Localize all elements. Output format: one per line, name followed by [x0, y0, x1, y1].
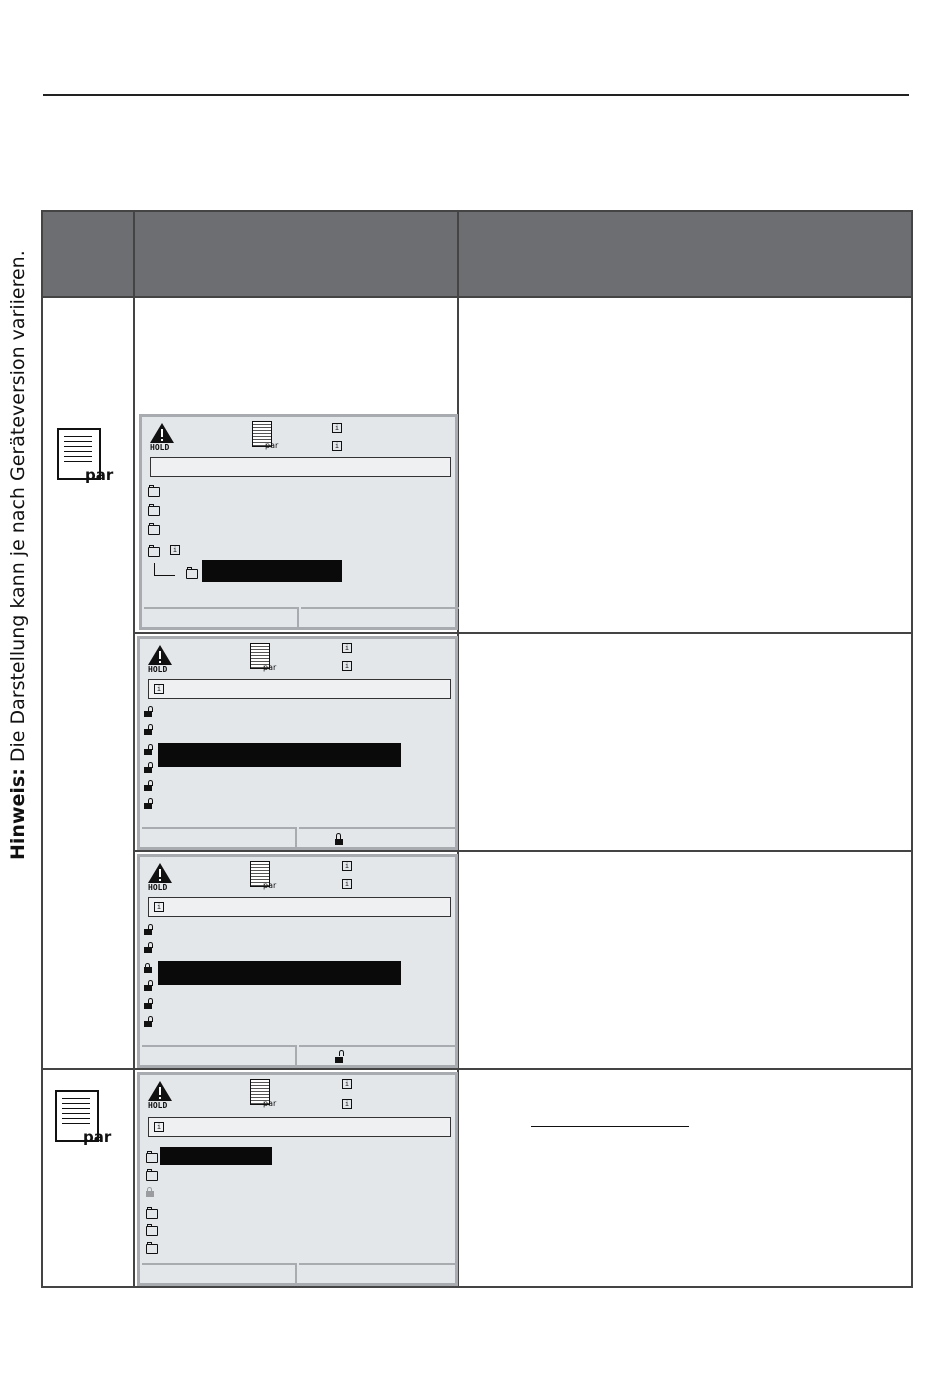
row3-screen-cell: [134, 851, 458, 1069]
row1-screen-cell: [134, 297, 458, 633]
table-row: [42, 851, 912, 1069]
row2-icon-cell: [42, 633, 134, 851]
lock-open-icon[interactable]: [144, 763, 156, 773]
softkey-right[interactable]: [301, 607, 459, 627]
folder-icon[interactable]: [148, 525, 160, 535]
lcd-screen-3: [137, 854, 458, 1068]
param-doc-icon: par: [250, 1079, 272, 1109]
folder-icon[interactable]: [148, 506, 160, 516]
menu-selection-highlight[interactable]: [160, 1147, 272, 1165]
lcd-screen-1: [139, 414, 458, 630]
tree-connector: [154, 563, 175, 576]
header-col-2: [134, 211, 458, 297]
hold-indicator: HOLD: [150, 443, 170, 452]
lock-open-icon[interactable]: [144, 745, 156, 755]
row1-icon-cell: [42, 297, 134, 633]
folder-icon[interactable]: [146, 1244, 158, 1254]
folder-icon[interactable]: [146, 1153, 158, 1163]
instruction-table: [41, 210, 913, 1288]
lock-open-icon[interactable]: [144, 799, 156, 809]
softkey-left[interactable]: [142, 1045, 297, 1065]
folder-icon[interactable]: [148, 487, 160, 497]
info-icon: [342, 661, 352, 671]
header-rule: [43, 94, 909, 96]
lcd-screen-2: [137, 636, 458, 850]
folder-icon[interactable]: [146, 1171, 158, 1181]
param-doc-icon: par: [252, 421, 274, 451]
table-header-row: [42, 211, 912, 297]
underline-rule: [531, 1126, 689, 1127]
info-icon: [332, 423, 342, 433]
title-field: [150, 457, 451, 477]
folder-icon[interactable]: [146, 1209, 158, 1219]
row4-screen-cell: [134, 1069, 458, 1287]
row3-text-cell: [458, 851, 912, 1069]
table-row: [42, 633, 912, 851]
row2-screen-cell: [134, 633, 458, 851]
side-note-text: Die Darstellung kann je nach Geräteversion variieren.: [7, 250, 29, 769]
lock-open-icon: [335, 1051, 343, 1063]
info-icon: [154, 902, 164, 912]
softkey-left[interactable]: [144, 607, 299, 627]
title-field: [148, 1117, 451, 1137]
lock-icon: [146, 1187, 158, 1197]
par-document-icon: par: [55, 1090, 101, 1148]
softkey-bar: [144, 607, 455, 627]
folder-icon[interactable]: [146, 1226, 158, 1236]
folder-icon[interactable]: [186, 569, 198, 579]
info-icon: [332, 441, 342, 451]
side-note: [7, 250, 29, 860]
softkey-left[interactable]: [142, 827, 297, 847]
title-field: [148, 679, 451, 699]
softkey-right[interactable]: [299, 1045, 457, 1065]
row4-icon-cell: [42, 1069, 134, 1287]
lock-open-icon[interactable]: [144, 1017, 156, 1027]
info-icon: [342, 643, 352, 653]
menu-selection-highlight[interactable]: [158, 743, 401, 767]
param-doc-icon: par: [250, 643, 272, 673]
row2-text-cell: [458, 633, 912, 851]
softkey-left[interactable]: [142, 1263, 297, 1283]
row3-icon-cell: [42, 851, 134, 1069]
info-icon: [342, 1079, 352, 1089]
lock-open-icon[interactable]: [144, 943, 156, 953]
info-icon: [154, 684, 164, 694]
title-field: [148, 897, 451, 917]
lock-icon: [335, 833, 343, 845]
header-col-3: [458, 211, 912, 297]
side-note-bold: Hinweis:: [7, 768, 29, 860]
lock-open-icon[interactable]: [144, 999, 156, 1009]
softkey-bar: [142, 827, 455, 847]
lock-closed-icon[interactable]: [144, 963, 156, 973]
hold-indicator: HOLD: [148, 665, 168, 674]
info-icon: [154, 1122, 164, 1132]
param-doc-icon: par: [250, 861, 272, 891]
lock-open-icon[interactable]: [144, 981, 156, 991]
table-row: [42, 1069, 912, 1287]
softkey-bar: [142, 1045, 455, 1065]
lock-open-icon[interactable]: [144, 725, 156, 735]
lcd-screen-4: [137, 1072, 458, 1286]
lock-open-icon[interactable]: [144, 925, 156, 935]
folder-icon[interactable]: [148, 547, 160, 557]
info-icon: [342, 879, 352, 889]
info-icon: [342, 1099, 352, 1109]
header-col-1: [42, 211, 134, 297]
row4-text-cell: [458, 1069, 912, 1287]
softkey-right[interactable]: [299, 827, 457, 847]
par-document-icon: par: [57, 428, 103, 486]
lock-open-icon[interactable]: [144, 707, 156, 717]
table-row: [42, 297, 912, 633]
info-icon: [342, 861, 352, 871]
hold-indicator: HOLD: [148, 1101, 168, 1110]
info-icon: [170, 545, 180, 555]
softkey-right[interactable]: [299, 1263, 457, 1283]
menu-selection-highlight[interactable]: [202, 560, 342, 582]
row1-text-cell: [458, 297, 912, 633]
softkey-bar: [142, 1263, 455, 1283]
hold-indicator: HOLD: [148, 883, 168, 892]
menu-selection-highlight[interactable]: [158, 961, 401, 985]
lock-open-icon[interactable]: [144, 781, 156, 791]
